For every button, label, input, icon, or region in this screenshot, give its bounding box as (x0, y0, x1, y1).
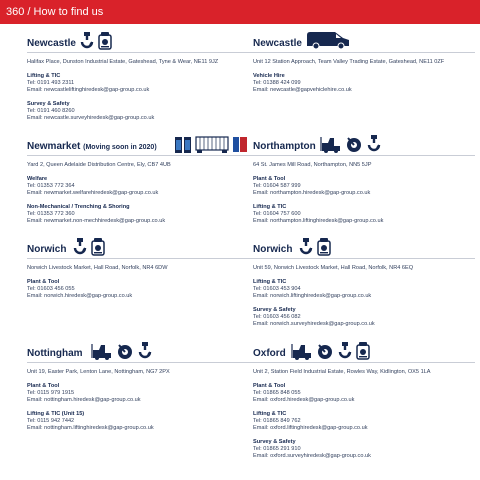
service-icons (174, 135, 248, 153)
page-title: How to find us (33, 6, 104, 18)
service-title: Lifting & TIC (Unit 15) (27, 411, 85, 417)
email: Email: northampton.liftinghiredesk@gap-group.co.uk (253, 218, 384, 224)
address: Halifax Place, Dunston Industrial Estate, Gateshead, Tyne & Wear, NE11 9JZ (27, 59, 219, 65)
phone: Tel: 01353 772 360 (27, 211, 75, 217)
service-icons (72, 238, 105, 256)
van-icon (305, 30, 351, 50)
service-icons (298, 238, 331, 256)
location-newcastle-lifting (27, 30, 257, 122)
contact-group (27, 383, 257, 404)
location-northampton (253, 133, 475, 225)
email: Email: norwich.hiredesk@gap-group.co.uk (27, 293, 133, 299)
email: Email: oxford.surveyhiredesk@gap-group.co.uk (253, 453, 371, 459)
page-separator: / (27, 6, 31, 18)
location-heading (253, 30, 475, 53)
compactor-icon (345, 135, 363, 153)
location-heading (253, 340, 475, 363)
location-note: (Moving soon in 2020) (83, 144, 157, 151)
service-icons (305, 30, 351, 50)
address: 64 St. James Mill Road, Northampton, NN5 5JP (253, 162, 372, 168)
hook-icon (337, 342, 353, 360)
location-name: Norwich (253, 244, 293, 255)
contact-group (253, 307, 475, 328)
email: Email: newcastleliftinghiredesk@gap-group.co.uk (27, 87, 150, 93)
contact-group (27, 176, 257, 197)
safety-kit-icon (317, 238, 331, 256)
phone: Tel: 0191 493 2311 (27, 80, 75, 86)
location-heading (27, 30, 257, 53)
address: Norwich Livestock Market, Hall Road, Norfolk, NR4 6DW (27, 265, 168, 271)
service-title: Survey & Safety (253, 439, 296, 445)
service-title: Lifting & TIC (253, 411, 287, 417)
location-newmarket (27, 133, 257, 225)
location-norwich-lifting (253, 236, 475, 328)
phone: Tel: 01604 757 600 (253, 211, 301, 217)
contact-group (27, 73, 257, 94)
barrier-icon (232, 135, 248, 153)
email: Email: oxford.liftinghiredesk@gap-group.co.uk (253, 425, 368, 431)
service-title: Lifting & TIC (253, 204, 287, 210)
page-header-bar (0, 0, 480, 24)
contact-group (253, 176, 475, 197)
hook-icon (79, 32, 95, 50)
phone: Tel: 01865 848 055 (253, 390, 301, 396)
phone: Tel: 0115 979 1915 (27, 390, 75, 396)
service-title: Survey & Safety (27, 101, 70, 107)
address: Unit 19, Easter Park, Lenton Lane, Nottingham, NG7 2PX (27, 369, 170, 375)
contact-group (27, 279, 257, 300)
service-icons (320, 135, 382, 153)
fence-panel-icon (195, 135, 229, 153)
location-heading (27, 236, 257, 259)
location-name: Northampton (253, 141, 316, 152)
location-name: Newcastle (253, 38, 302, 49)
address: Unit 2, Station Field Industrial Estate, Rowles Way, Kidlington, OX5 1LA (253, 369, 431, 375)
service-title: Welfare (27, 176, 48, 182)
address: Unit 12 Station Approach, Team Valley Trading Estate, Gateshead, NE11 0ZF (253, 59, 445, 65)
service-title: Lifting & TIC (27, 73, 61, 79)
location-norwich-plant (27, 236, 257, 300)
contact-group (253, 73, 475, 94)
contact-group (27, 204, 257, 225)
service-title: Vehicle Hire (253, 73, 285, 79)
contact-group (253, 383, 475, 404)
service-icons (291, 342, 370, 360)
email: Email: newmarket.welfarehiredesk@gap-group.co.uk (27, 190, 159, 196)
service-title: Plant & Tool (27, 383, 60, 389)
email: Email: newcastle@gapvehiclehire.co.uk (253, 87, 352, 93)
phone: Tel: 01603 456 055 (27, 286, 75, 292)
location-newcastle-vehicle (253, 30, 475, 94)
portable-toilet-icon (174, 135, 192, 153)
phone: Tel: 0115 942 7442 (27, 418, 75, 424)
contact-group (253, 279, 475, 300)
contact-group (253, 439, 475, 460)
safety-kit-icon (98, 32, 112, 50)
location-name: Newcastle (27, 38, 76, 49)
email: Email: norwich.liftinghiredesk@gap-group.co.uk (253, 293, 372, 299)
email: Email: oxford.hiredesk@gap-group.co.uk (253, 397, 355, 403)
location-heading (27, 133, 257, 156)
email: Email: nottingham.hiredesk@gap-group.co.uk (27, 397, 141, 403)
email: Email: newcastle.surveyhiredesk@gap-group.co.uk (27, 115, 155, 121)
forklift-icon (91, 342, 113, 360)
contact-group (253, 411, 475, 432)
phone: Tel: 01353 772 364 (27, 183, 75, 189)
service-icons (91, 342, 153, 360)
phone: Tel: 0191 460 8260 (27, 108, 75, 114)
service-title: Survey & Safety (253, 307, 296, 313)
address: Yard 2, Queen Adelaide Distribution Centre, Ely, CB7 4UB (27, 162, 171, 168)
location-heading (253, 133, 475, 156)
service-title: Plant & Tool (253, 176, 286, 182)
hook-icon (298, 238, 314, 256)
location-name: Oxford (253, 348, 286, 359)
phone: Tel: 01388 424 099 (253, 80, 301, 86)
compactor-icon (316, 342, 334, 360)
phone: Tel: 01603 453 904 (253, 286, 301, 292)
address: Unit 59, Norwich Livestock Market, Hall Road, Norfolk, NR4 6EQ (253, 265, 414, 271)
location-name: Nottingham (27, 348, 83, 359)
service-title: Non-Mechanical / Trenching & Shoring (27, 204, 130, 210)
email: Email: northampton.hiredesk@gap-group.co.uk (253, 190, 371, 196)
location-name: Norwich (27, 244, 67, 255)
email: Email: norwich.surveyhiredesk@gap-group.co.uk (253, 321, 375, 327)
location-heading (253, 236, 475, 259)
phone: Tel: 01865 291 910 (253, 446, 301, 452)
service-title: Lifting & TIC (253, 279, 287, 285)
location-name (27, 141, 157, 152)
contact-group (27, 101, 257, 122)
contact-group (27, 411, 257, 432)
forklift-icon (291, 342, 313, 360)
email: Email: nottingham.liftinghiredesk@gap-group.co.uk (27, 425, 154, 431)
phone: Tel: 01603 456 082 (253, 314, 301, 320)
service-title: Plant & Tool (253, 383, 286, 389)
safety-kit-icon (91, 238, 105, 256)
location-name-text: Newmarket (27, 141, 81, 152)
safety-kit-icon (356, 342, 370, 360)
location-oxford (253, 340, 475, 460)
compactor-icon (116, 342, 134, 360)
email: Email: newmarket.non-mechhiredesk@gap-group.co.uk (27, 218, 166, 224)
phone: Tel: 01604 587 999 (253, 183, 301, 189)
page-number: 360 (6, 6, 25, 18)
location-heading (27, 340, 257, 363)
service-icons (79, 32, 112, 50)
contact-group (253, 204, 475, 225)
phone: Tel: 01865 849 762 (253, 418, 301, 424)
forklift-icon (320, 135, 342, 153)
hook-icon (366, 135, 382, 153)
location-nottingham (27, 340, 257, 432)
hook-icon (137, 342, 153, 360)
hook-icon (72, 238, 88, 256)
service-title: Plant & Tool (27, 279, 60, 285)
